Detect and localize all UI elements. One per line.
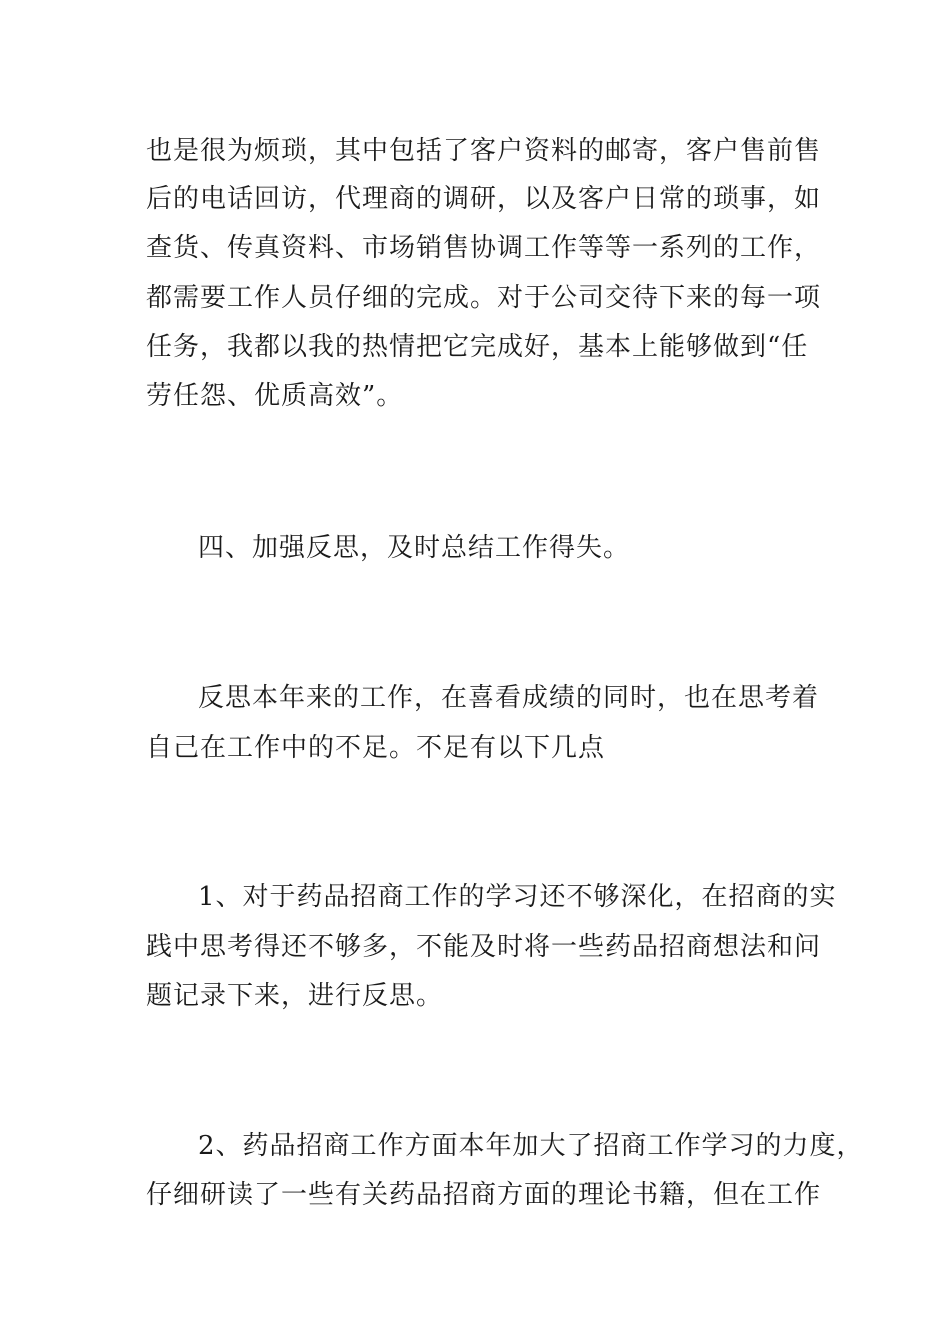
- paragraph-1-line-2: 后的电话回访，代理商的调研，以及客户日常的琐事，如: [146, 184, 822, 214]
- item-1-line-1: 1、对于药品招商工作的学习还不够深化，在招商的实: [198, 882, 837, 912]
- item-1-line-2: 践中思考得还不够多，不能及时将一些药品招商想法和问: [146, 932, 822, 962]
- paragraph-2-line-2: 自己在工作中的不足。不足有以下几点: [146, 733, 606, 763]
- paragraph-1-line-1: 也是很为烦琐，其中包括了客户资料的邮寄，客户售前售: [146, 136, 822, 166]
- paragraph-1-line-3: 查货、传真资料、市场销售协调工作等等一系列的工作，: [146, 233, 822, 263]
- item-1-line-3: 题记录下来，进行反思。: [146, 981, 444, 1011]
- paragraph-1-line-6: 劳任怨、优质高效”。: [146, 381, 404, 411]
- paragraph-1-line-4: 都需要工作人员仔细的完成。对于公司交待下来的每一项: [146, 283, 822, 313]
- section-heading-4: 四、加强反思，及时总结工作得失。: [198, 533, 631, 563]
- paragraph-1-line-5: 任务，我都以我的热情把它完成好，基本上能够做到“任: [146, 332, 809, 362]
- item-2-line-2: 仔细研读了一些有关药品招商方面的理论书籍，但在工作: [146, 1180, 822, 1210]
- paragraph-2-line-1: 反思本年来的工作，在喜看成绩的同时，也在思考着: [198, 683, 820, 713]
- item-2-line-1: 2、药品招商工作方面本年加大了招商工作学习的力度，: [198, 1131, 864, 1161]
